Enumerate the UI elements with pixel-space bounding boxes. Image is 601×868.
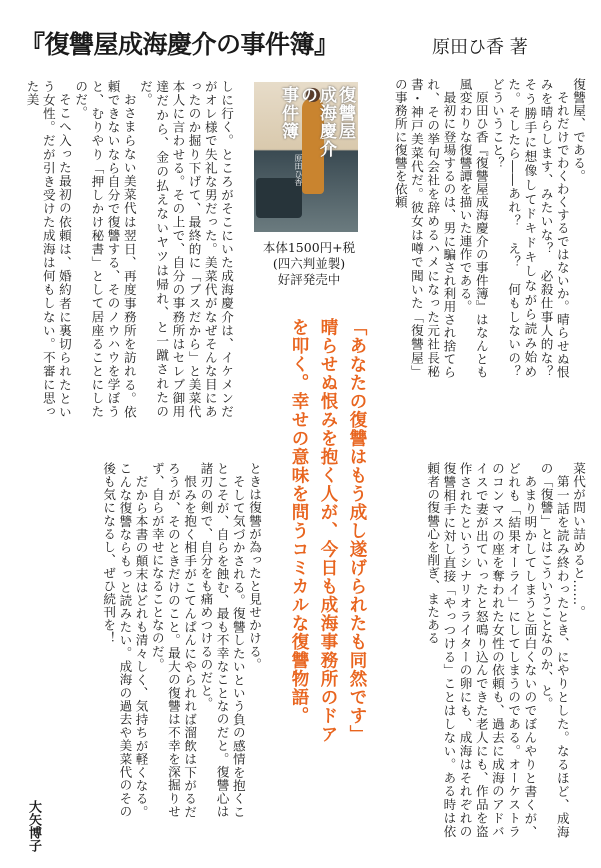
cover-title-line: 成海慶介: [316, 86, 336, 158]
book-format: (四六判並製): [272, 256, 346, 271]
paragraph: ときは復讐が為ったと見せかける。: [247, 462, 262, 671]
book-cover-title: [278, 86, 354, 228]
book-cover-author: 原田ひ香: [294, 154, 303, 186]
cover-title-line: 事件簿: [278, 86, 298, 140]
book-cover-image: [254, 82, 358, 232]
body-column-top-left: [20, 80, 234, 418]
paragraph: 原田ひ香『復讐屋成海慶介の事件簿』はなんとも風変わりな復讐譚を描いた連作である。: [457, 78, 489, 378]
paragraph: そして気づかされる。復讐したいという負の感情を抱くことこそが、自らを蝕む、最も不幸なことなのだと。復讐心は諸刃の剣で、自分をも痛めつけるのだと。: [198, 462, 246, 818]
paragraph: 菜代が問い詰めると……。: [571, 462, 586, 619]
pull-quote-line: を叩く。幸せの意味を問うコミカルな復讐物語。: [289, 318, 309, 725]
paragraph: 恨みを抱く相手がこてんぱんにやられれば溜飲は下がるだろうが、そのときだけのこと。最大の復讐は不幸を深掘りせず、自らが幸せになることなのだ。: [149, 462, 198, 818]
paragraph: そこへ入った最初の依頼は、婚約者に裏切られたという女性。だが引き受けた成海は何もしない。不審に思った美: [24, 80, 72, 418]
paragraph: 復讐屋、である。: [571, 78, 586, 183]
pull-quote-line: 晴らせぬ恨みを抱く人が、今日も成海事務所のドア: [318, 318, 338, 744]
author-name: 原田ひ香 著: [432, 37, 528, 58]
reviewer-name: 大矢博子: [26, 800, 41, 852]
body-column-bottom-right: [404, 462, 586, 838]
paragraph: おさまらない美菜代は翌日、再度事務所を訪れる。依頼できないなら自分で復讐する、そのノウハウを学ぼうと、むりやり「押しかけ秘書」として居座ることにしたのだ。: [73, 80, 137, 418]
book-price: 本体1500円+税: [262, 240, 356, 255]
pull-quote: [253, 318, 371, 838]
cover-title-line: 復讐屋: [335, 86, 355, 140]
page-title: 『復讐屋成海慶介の事件簿』: [20, 30, 339, 59]
paragraph: 最初に登場するのは、男に騙され利用され捨てられ、その挙句会社を辞めるハメになった元社長秘書・神戸美菜代だ。彼女は噂で聞いた「復讐屋」の事務所に復讐を依頼: [392, 78, 457, 378]
body-column-bottom-left: [20, 462, 262, 818]
body-column-top-right: [392, 78, 586, 392]
book-status: 好評発売中: [277, 272, 341, 287]
paragraph: 第一話を読み終わったとき、にやりとした。なるほど、成海の「復讐」とはこういうことなのか、と。: [538, 462, 570, 838]
cover-title-line: の: [297, 86, 317, 104]
paragraph: だから本書の顛末はどれも清々しく、気持ちが軽くなる。こんな復讐ならもっと読みたい。成海の過去や美菜代のその後も気になるし、ぜひ続刊を！: [101, 462, 149, 818]
paragraph: しに行く。ところがそこにいた成海慶介は、イケメンだがオレ様で失礼な男だった。美菜代がなぜそんな目にあったのか掘り下げて、最終的に「ブスだから」と美菜代本人に言わせる。その上で、自分の事務所はセレブ御用達だから、金の払えないヤツは帰れ、と一蹴されたのだ。: [137, 80, 234, 418]
pull-quote-line: 「あなたの復讐はもう成し遂げられたも同然です」: [347, 318, 367, 744]
paragraph: それだけでわくわくするではないか。晴らせぬ恨みを晴らします、みたいな？ 必殺仕事人的な？ そう勝手に想像してドキドキしながら読み始めた。そしたら――あれ？ え？ 何もしないの？ どういうこと？: [489, 78, 570, 392]
paragraph: あまり明かしてしまうと面白くないのでぼんやりと書くが、どれも「結果オーライ」にしてしまうのである。オーケストラのコンマスの座を奪われた女性の依頼も、過去に成海のアドバイスで妻が出ていったと怒鳴り込んできた老人にも、作品を盗作されたというシナリオライターの卵にも、成海はそれぞれの復讐相手に対し直接「やっつける」ことはしない。ある時は依頼者の復讐心を削ぎ、またある: [425, 462, 538, 838]
